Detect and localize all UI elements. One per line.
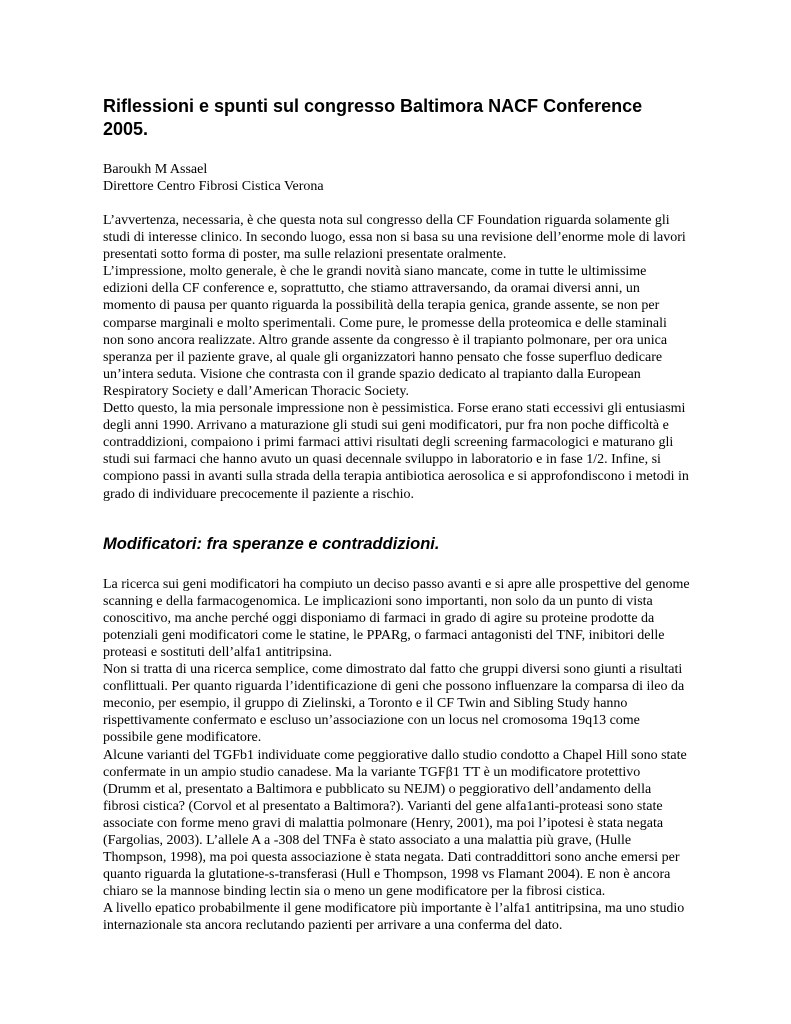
section-paragraph: Non si tratta di una ricerca semplice, come dimostrato dal fatto che gruppi diversi sono giunti a risultati conflittuali. Per quanto riguarda l’identificazione di geni che possono influenzare la comparsa di ileo da meconio, per esempio, il gruppo di Zielinski, a Toronto e il CF Twin and Sibling Study hanno rispettivamente confermato e escluso un’associazione con un locus nel cromosoma 19q13 come possibile gene modificatore. [103,662,685,746]
section-paragraph: Alcune varianti del TGFb1 individuate come peggiorative dallo studio condotto a Chapel Hill sono state confermate in un ampio studio canadese. Ma la variante TGFβ1 TT è un modificatore protettivo (Drumm et al, presentato a Baltimora e pubblicato su NEJM) o peggiorativo dell’andamento della fibrosi cistica? (Corvol et al presentato a Baltimora?). Varianti del gene alfa1anti-proteasi sono state associate con forme meno gravi di malattia polmonare (Henry, 2001), ma poi l’ipotesi è stata negata (Fargolias, 2003). L’allele A a -308 del TNFa è stato associato a una malattia più grave, (Hulle Thompson, 1998), ma poi questa associazione è stata negata. Dati contraddittori sono anche emersi per quanto riguarda la glutatione-s-transferasi (Hull e Thompson, 1998 vs Flamant 2004). E non è ancora chiaro se la mannose binding lectin sia o meno un gene modificatore per la fibrosi cistica. [103,747,687,900]
document-title: Riflessioni e spunti sul congresso Baltimora NACF Conference 2005. [103,96,643,139]
modifiers-section [103,576,691,935]
document-page [103,95,691,935]
author-role: Direttore Centro Fibrosi Cistica Verona [103,179,324,194]
section-heading: Modificatori: fra speranze e contraddizioni. [103,534,440,553]
intro-paragraph: L’impressione, molto generale, è che le grandi novità siano mancate, come in tutte le ultimissime edizioni della CF conference e, soprattutto, che stiamo attraversando, da oramai diversi anni, un momento di pausa per quanto riguarda la possibilità della terapia genica, grande assente, se non per comparse marginali e molto sperimentali. Come pure, le promesse della proteomica e delle staminali non sono ancora realizzate. Altro grande assente da congresso è il trapianto polmonare, per ora unica speranza per il paziente grave, al quale gli organizzatori hanno pensato che fosse superfluo dedicare un’intera seduta. Visione che contrasta con il grande spazio dedicato al trapianto dalla European Respiratory Society e dall’American Thoracic Society. [103,264,668,399]
section-paragraph: La ricerca sui geni modificatori ha compiuto un deciso passo avanti e si apre alle prospettive del genome scanning e della farmacogenomica. Le implicazioni sono importanti, non solo da un punto di vista conoscitivo, ma anche perché oggi disponiamo di farmaci in grado di agire su proteine prodotte da potenziali geni modificatori come le statine, le PPARg, o farmaci antagonisti del TNF, inibitori delle proteasi e sostituti dell’alfa1 antitripsina. [103,576,690,660]
intro-section [103,212,691,503]
author-block [103,161,691,195]
intro-paragraph: L’avvertenza, necessaria, è che questa nota sul congresso della CF Foundation riguarda solamente gli studi di interesse clinico. In secondo luogo, essa non si basa su una revisione dell’enorme mole di lavori presentati sotto forma di poster, ma sulle relazioni presentate oralmente. [103,213,686,263]
intro-paragraph: Detto questo, la mia personale impressione non è pessimistica. Forse erano stati eccessivi gli entusiasmi degli anni 1990. Arrivano a maturazione gli studi sui geni modificatori, pur fra non poche difficoltà e contraddizioni, compaiono i primi farmaci attivi risultati degli screening farmacologici e maturano gli studi sui farmaci che hanno avuto un quasi decennale sviluppo in laboratorio e in fase 1/2. Infine, si compiono passi in avanti sulla strada della terapia antibiotica aerosolica e si approfondiscono i metodi in grado di individuare precocemente il paziente a rischio. [103,401,689,502]
author-name: Baroukh M Assael [103,162,208,177]
section-paragraph: A livello epatico probabilmente il gene modificatore più importante è l’alfa1 antitripsina, ma uno studio internazionale sta ancora reclutando pazienti per arrivare a una conferma del dato. [103,901,685,934]
